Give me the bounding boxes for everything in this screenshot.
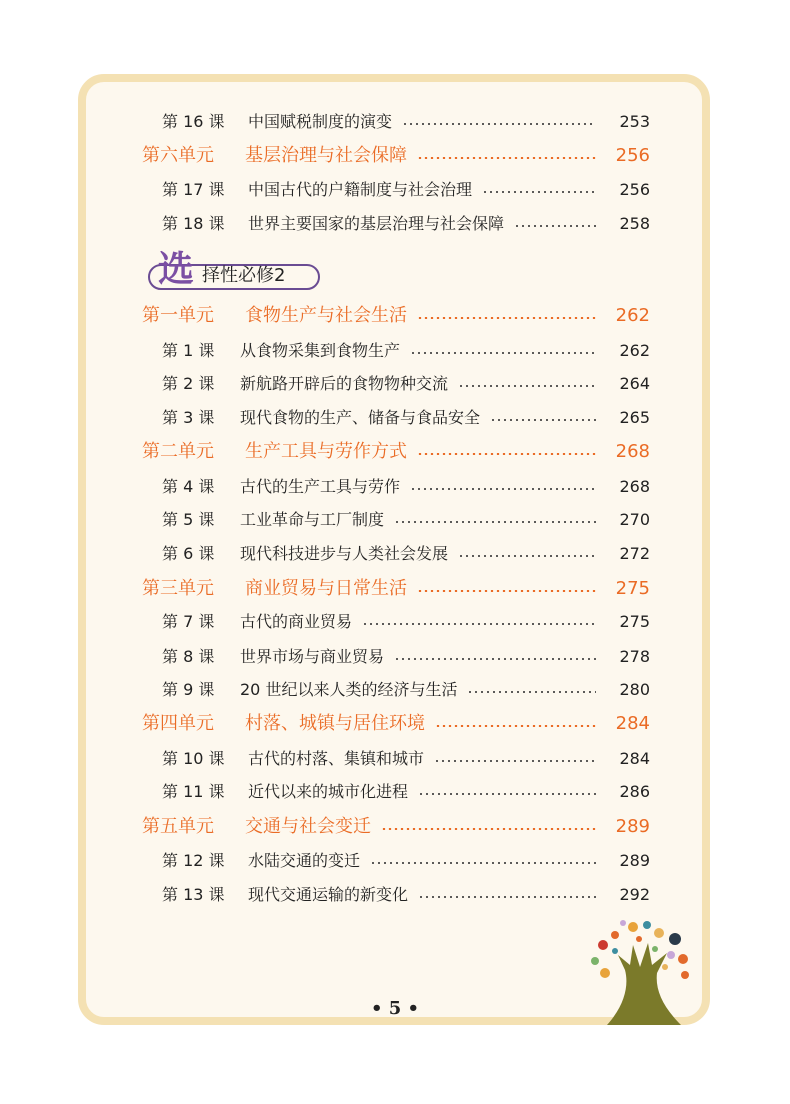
dot-leader bbox=[394, 658, 596, 660]
lesson-title: 现代科技进步与人类社会发展 bbox=[240, 544, 449, 563]
lesson-title: 新航路开辟后的食物物种交流 bbox=[240, 374, 449, 393]
unit-label: 第一单元 bbox=[142, 305, 214, 326]
dot-leader bbox=[362, 623, 596, 625]
lesson-title: 水陆交通的变迁 bbox=[248, 851, 361, 870]
unit-label: 第五单元 bbox=[142, 816, 214, 837]
unit-title: 交通与社会变迁 bbox=[245, 816, 371, 837]
lesson-label: 第 5 课 bbox=[162, 510, 215, 529]
toc-lesson-row bbox=[0, 778, 790, 806]
dot-leader bbox=[417, 590, 596, 592]
dot-leader bbox=[418, 896, 596, 898]
section-heading bbox=[142, 249, 320, 292]
page-ref: 272 bbox=[619, 544, 650, 563]
dot-leader bbox=[370, 862, 596, 864]
tree-decoration-icon bbox=[585, 915, 700, 1025]
dot-leader bbox=[514, 225, 596, 227]
toc-lesson-row bbox=[0, 210, 790, 238]
lesson-label: 第 10 课 bbox=[162, 749, 225, 768]
lesson-title: 世界市场与商业贸易 bbox=[240, 647, 385, 666]
toc-lesson-row bbox=[0, 676, 790, 704]
page-ref: 286 bbox=[619, 782, 650, 801]
unit-title: 食物生产与社会生活 bbox=[245, 305, 407, 326]
page-ref: 280 bbox=[619, 680, 650, 699]
dot-leader bbox=[417, 157, 596, 159]
section-title: 择性必修2 bbox=[202, 265, 286, 286]
lesson-label: 第 16 课 bbox=[162, 112, 225, 131]
dot-leader bbox=[417, 453, 596, 455]
dot-leader bbox=[482, 191, 596, 193]
toc-unit-row bbox=[0, 302, 790, 330]
page-ref: 258 bbox=[619, 214, 650, 233]
page-ref: 268 bbox=[619, 477, 650, 496]
lesson-title: 古代的村落、集镇和城市 bbox=[248, 749, 425, 768]
unit-title: 村落、城镇与居住环境 bbox=[245, 713, 425, 734]
dot-leader bbox=[418, 793, 596, 795]
lesson-title: 现代交通运输的新变化 bbox=[248, 885, 409, 904]
unit-title: 生产工具与劳作方式 bbox=[245, 441, 407, 462]
toc-lesson-row bbox=[0, 608, 790, 636]
dot-leader bbox=[417, 317, 596, 319]
lesson-label: 第 3 课 bbox=[162, 408, 215, 427]
page-ref: 265 bbox=[619, 408, 650, 427]
toc-lesson-row bbox=[0, 745, 790, 773]
lesson-title: 古代的商业贸易 bbox=[240, 612, 353, 631]
lesson-label: 第 12 课 bbox=[162, 851, 225, 870]
lesson-label: 第 11 课 bbox=[162, 782, 225, 801]
toc-lesson-row bbox=[0, 404, 790, 432]
page-ref: 256 bbox=[619, 180, 650, 199]
dot-leader bbox=[410, 352, 596, 354]
unit-title: 商业贸易与日常生活 bbox=[245, 578, 407, 599]
page-ref: 275 bbox=[615, 578, 650, 599]
toc-unit-row bbox=[0, 710, 790, 738]
dot-leader bbox=[458, 385, 596, 387]
lesson-title: 20 世纪以来人类的经济与生活 bbox=[240, 680, 458, 699]
toc-lesson-row bbox=[0, 881, 790, 909]
lesson-label: 第 9 课 bbox=[162, 680, 215, 699]
page-ref: 278 bbox=[619, 647, 650, 666]
page-ref: 268 bbox=[615, 441, 650, 462]
page-ref: 270 bbox=[619, 510, 650, 529]
page-ref: 289 bbox=[615, 816, 650, 837]
toc-lesson-row bbox=[0, 176, 790, 204]
section-big-char: 选 bbox=[158, 249, 195, 290]
page-ref: 275 bbox=[619, 612, 650, 631]
toc-lesson-row bbox=[0, 473, 790, 501]
page-number: • 5 • bbox=[370, 998, 420, 1019]
toc-unit-row bbox=[0, 438, 790, 466]
dot-leader bbox=[435, 725, 596, 727]
lesson-label: 第 8 课 bbox=[162, 647, 215, 666]
toc-lesson-row bbox=[0, 643, 790, 671]
unit-label: 第三单元 bbox=[142, 578, 214, 599]
page-ref: 256 bbox=[615, 145, 650, 166]
page-ref: 253 bbox=[619, 112, 650, 131]
lesson-title: 现代食物的生产、储备与食品安全 bbox=[240, 408, 481, 427]
lesson-title: 中国古代的户籍制度与社会治理 bbox=[248, 180, 473, 199]
page-ref: 264 bbox=[619, 374, 650, 393]
dot-leader bbox=[410, 488, 596, 490]
lesson-label: 第 6 课 bbox=[162, 544, 215, 563]
unit-label: 第六单元 bbox=[142, 145, 214, 166]
toc-lesson-row bbox=[0, 370, 790, 398]
unit-label: 第四单元 bbox=[142, 713, 214, 734]
page-ref: 284 bbox=[615, 713, 650, 734]
lesson-label: 第 13 课 bbox=[162, 885, 225, 904]
lesson-title: 近代以来的城市化进程 bbox=[248, 782, 409, 801]
unit-label: 第二单元 bbox=[142, 441, 214, 462]
page-ref: 284 bbox=[619, 749, 650, 768]
lesson-label: 第 2 课 bbox=[162, 374, 215, 393]
lesson-title: 从食物采集到食物生产 bbox=[240, 341, 401, 360]
toc-lesson-row bbox=[0, 506, 790, 534]
dot-leader bbox=[434, 760, 596, 762]
dot-leader bbox=[402, 123, 596, 125]
lesson-label: 第 4 课 bbox=[162, 477, 215, 496]
dot-leader bbox=[381, 828, 596, 830]
lesson-title: 工业革命与工厂制度 bbox=[240, 510, 385, 529]
lesson-title: 中国赋税制度的演变 bbox=[248, 112, 393, 131]
toc-lesson-row bbox=[0, 337, 790, 365]
toc-lesson-row bbox=[0, 847, 790, 875]
toc-unit-row bbox=[0, 575, 790, 603]
lesson-title: 世界主要国家的基层治理与社会保障 bbox=[248, 214, 505, 233]
toc-unit-row bbox=[0, 813, 790, 841]
page-ref: 292 bbox=[619, 885, 650, 904]
unit-title: 基层治理与社会保障 bbox=[245, 145, 407, 166]
lesson-label: 第 7 课 bbox=[162, 612, 215, 631]
toc-lesson-row bbox=[0, 108, 790, 136]
dot-leader bbox=[490, 419, 596, 421]
lesson-label: 第 17 课 bbox=[162, 180, 225, 199]
page-ref: 262 bbox=[619, 341, 650, 360]
page-ref: 262 bbox=[615, 305, 650, 326]
dot-leader bbox=[394, 521, 596, 523]
lesson-title: 古代的生产工具与劳作 bbox=[240, 477, 401, 496]
dot-leader bbox=[458, 555, 596, 557]
page-ref: 289 bbox=[619, 851, 650, 870]
lesson-label: 第 18 课 bbox=[162, 214, 225, 233]
toc-unit-row bbox=[0, 142, 790, 170]
toc-lesson-row bbox=[0, 540, 790, 568]
lesson-label: 第 1 课 bbox=[162, 341, 215, 360]
dot-leader bbox=[467, 691, 596, 693]
